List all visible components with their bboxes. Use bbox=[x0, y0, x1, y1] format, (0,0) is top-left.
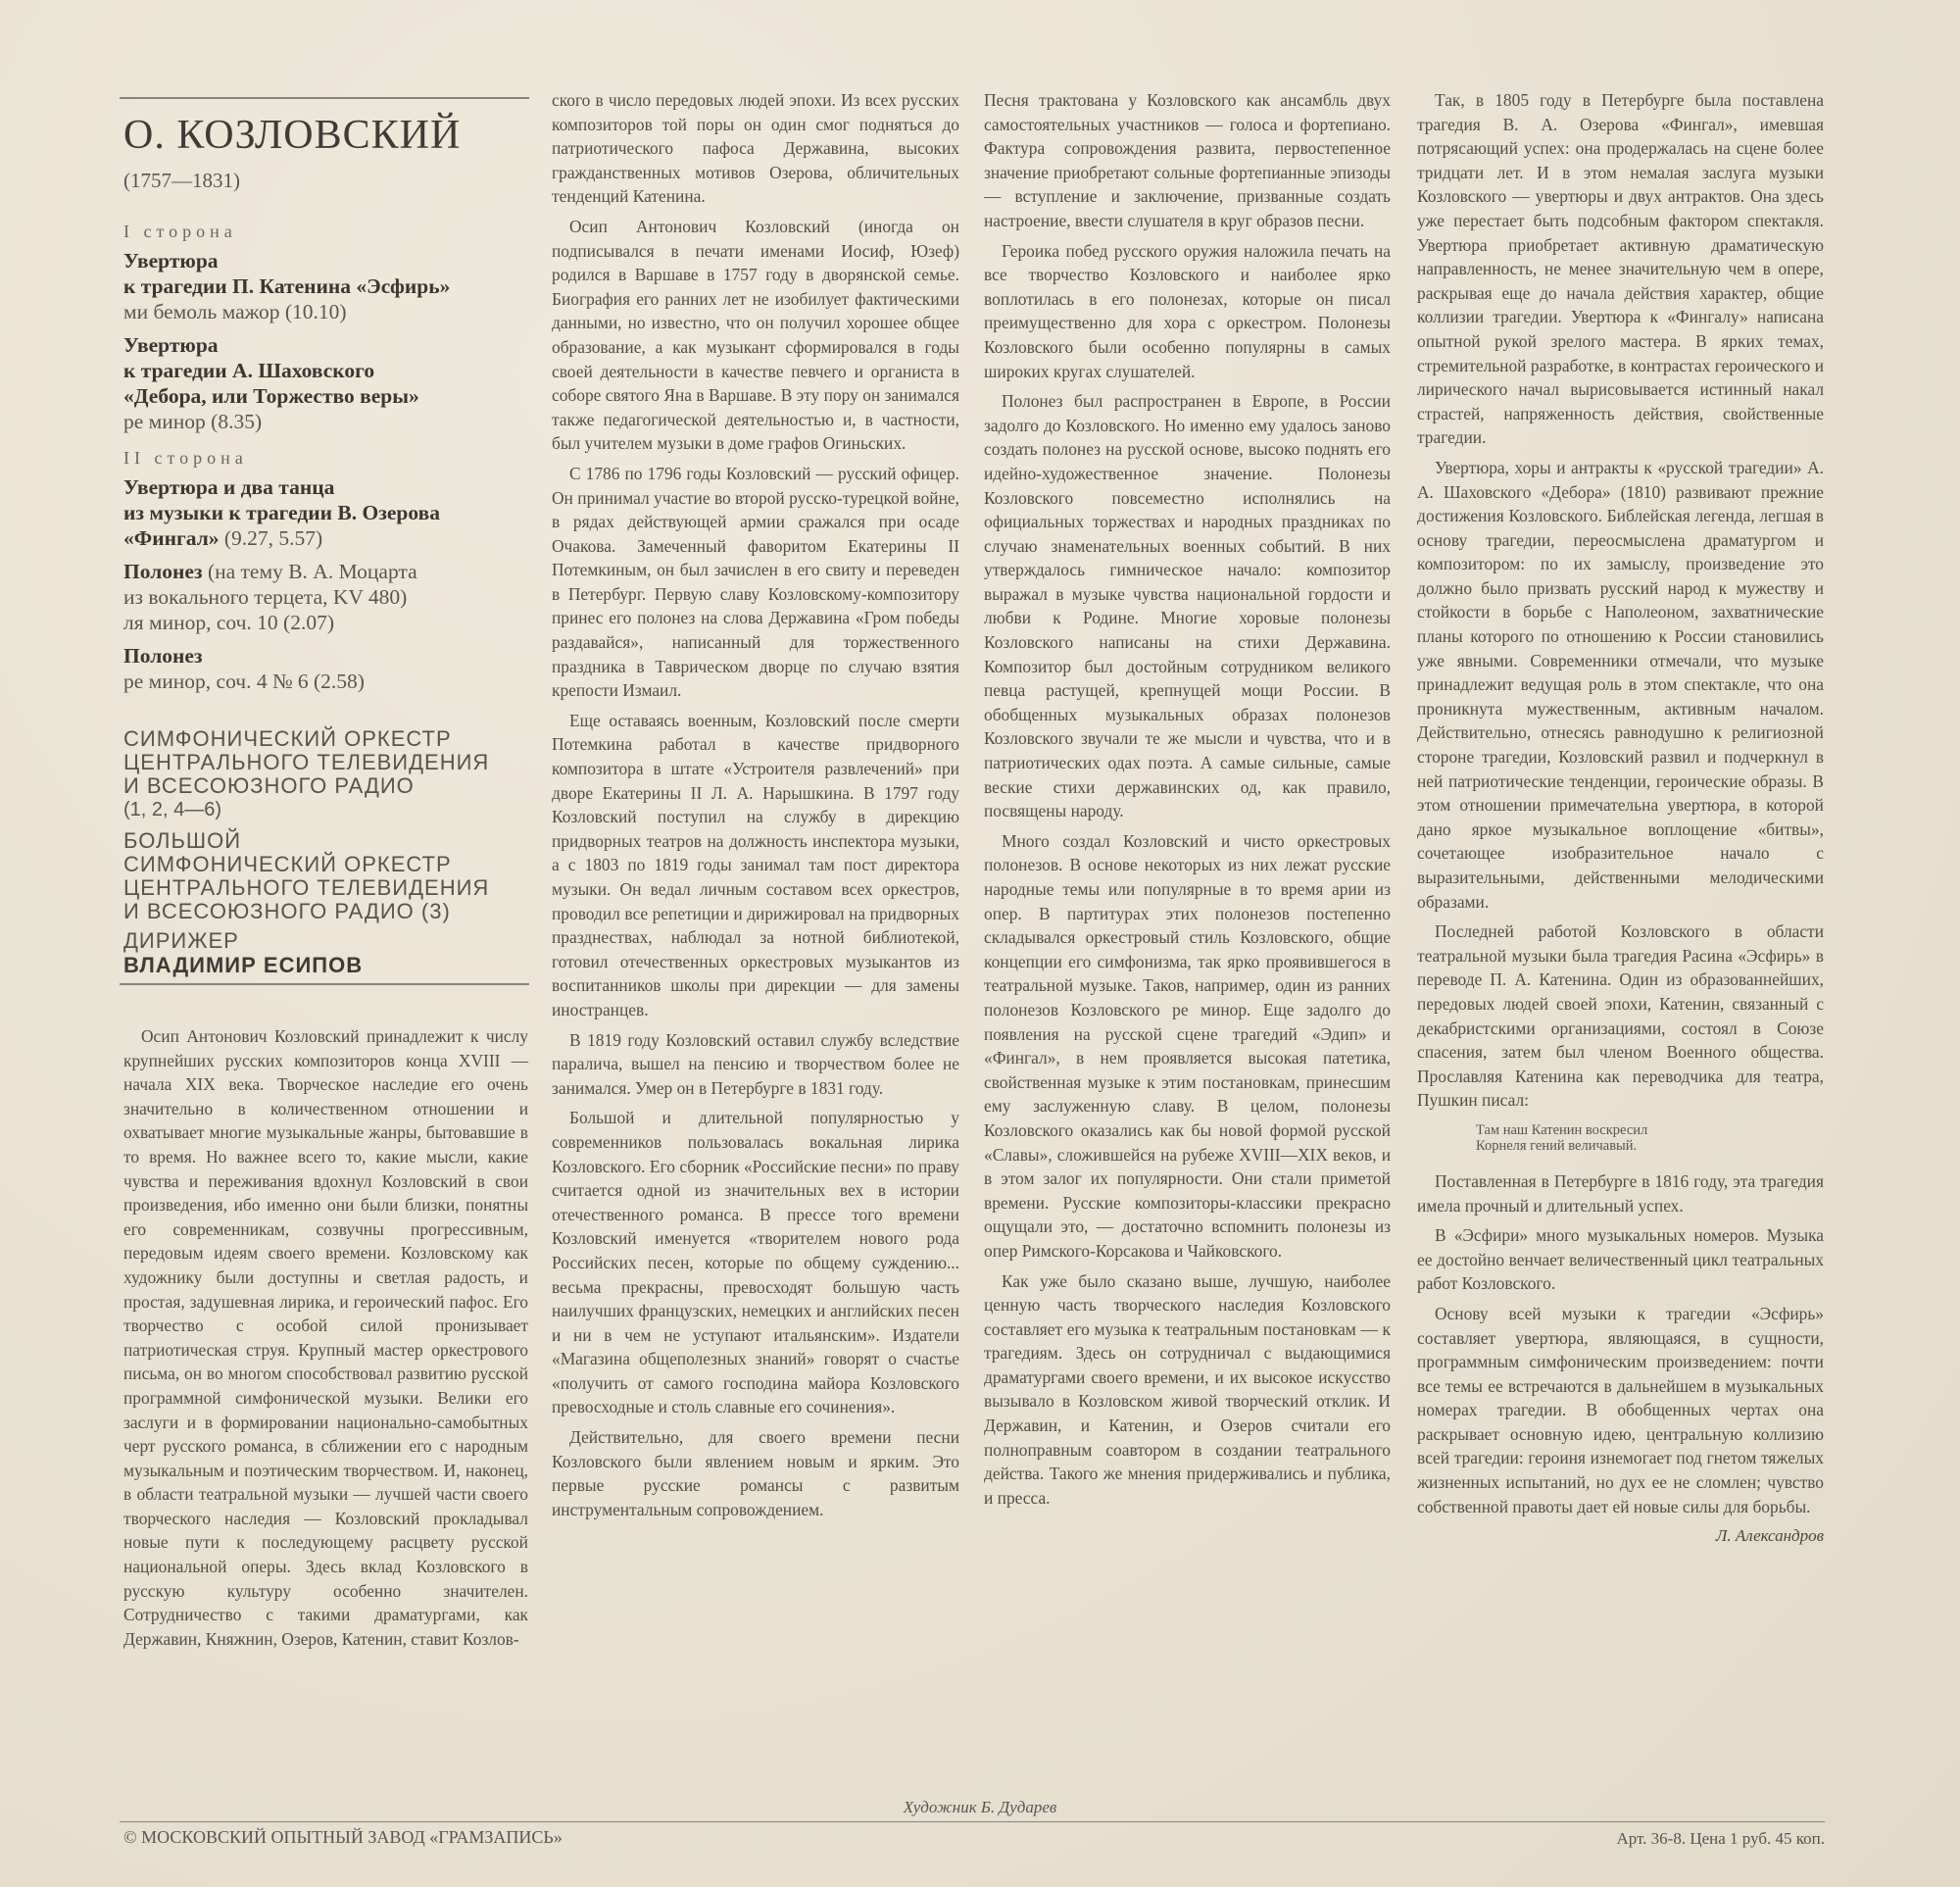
composer-title: О. КОЗЛОВСКИЙ bbox=[123, 113, 462, 158]
track-details: ми бемоль мажор (10.10) bbox=[123, 300, 347, 323]
track-details: (9.27, 5.57) bbox=[219, 526, 323, 550]
track-5 bbox=[123, 643, 535, 694]
footer-rule bbox=[120, 1821, 1825, 1822]
track-title: Увертюра к трагедии А. Шаховского «Дебора, или Торжество веры» bbox=[123, 333, 419, 408]
pushkin-quote: Там наш Катенин воскресил Корнеля гений величавый. bbox=[1476, 1121, 1648, 1154]
paragraph: В 1819 году Козловский оставил службу вследствие паралича, вышел на пенсию и творчеством более не занимался. Умер он в Петербурге в 1831 году. bbox=[552, 1029, 959, 1098]
track-3 bbox=[123, 474, 535, 551]
track-details: ре минор (8.35) bbox=[123, 410, 263, 433]
paragraph: Осип Антонович Козловский принадлежит к числу крупнейших русских композиторов конца XVIII — начала XIX века. Творческое наследие его очень значительно в количественном отношении и охватывает многие музыкальные жанры, бытовавшие в то время. Но важнее всего то, какие мысли, какие чувства и переживания вдохнул Козловский в свои произведения, ибо именно они были близки, понятны его современникам, созвучны прогрессивным, передовым идеям своего времени. Козловскому как художнику были доступны и светлая радость, и простая, задушевная лирика, и героический пафос. Его творчество с особой силой пронизывает патриотическая струя. Крупный мастер оркестрового письма, он во многом способствовал развитию русской программной симфонической музыки. Велики его заслуги и в формировании национально-самобытных черт русского романса, в сближении его с народным музыкальным и поэтическим творчеством. И, наконец, в области театральной музыки — лучшей части своего творческого наследия — Козловский прокладывал новые пути к последующему расцвету русской национальной оперы. Здесь вклад Козловского в русскую культуру особенно значителен. Сотрудничество с такими драматургами, как Державин, Княжнин, Озеров, Катенин, ставит Козлов- bbox=[123, 1026, 528, 1649]
paragraph: Песня трактована у Козловского как ансамбль двух самостоятельных участников — голоса и фортепиано. Фактура сопровождения развита, первостепенное значение приобретают сольные фортепианные эпизоды — вступление и заключение, призванные создать настроение, ввести слушателя в круг образов песни. bbox=[984, 90, 1391, 230]
track-title: Полонез bbox=[123, 560, 203, 583]
paragraph: Героика побед русского оружия наложила печать на все творчество Козловского и наиболее ярко воплотилась в его полонезах, которые он писал преимущественно для хора с оркестром. Полонезы Козловского были особенно популярны в самых широких кругах слушателей. bbox=[984, 240, 1391, 381]
paragraph: Увертюра, хоры и антракты к «русской трагедии» А. А. Шаховского «Дебора» (1810) развивают прежние достижения Козловского. Библейская легенда, легшая в основу трагедии, переосмыслена драматургом и композитором: по их замыслу, произведение это должно было призвать русский народ к мужеству и стойкости в борьбе с Наполеоном, захватнические планы которого по отношению к России становились уже явными. Современники отмечали, что музыке принадлежит ведущая роль в этом спектакле, что она проникнута мужественным, активным началом. Действительно, отнесясь равнодушно к религиозной стороне трагедии, Козловский развил и подчеркнул в ней патриотические тенденции, героические образы. В этом отношении примечательна увертюра, в которой дано яркое музыкальное воплощение «битвы», сочетающее изобразительное начало с выразительными, действенными мелодическими образами. bbox=[1417, 457, 1824, 912]
paragraph: Осип Антонович Козловский (иногда он подписывался в печати именами Иосиф, Юзеф) родился в Варшаве в 1757 году в дворянской семье. Биография его ранних лет не изобилует фактическими данными, но известно, что он получил хорошее общее образование, а как музыкант сформировался в годы своей деятельности в качестве певчего и органиста в соборе святого Яна в Варшаве. В эту пору он занимался также педагогической деятельностью и, в частности, был учителем музыки в доме графов Огиньских. bbox=[552, 216, 959, 454]
paragraph: Как уже было сказано выше, лучшую, наиболее ценную часть творческого наследия Козловского составляет его музыка к театральным постановкам — к трагедиям. Здесь он сотрудничал с выдающимися драматургами своего времени, и их высокое искусство вызывало в Козловском живой творческий отклик. И Державин, и Катенин, и Озеров считали его полноправным соавтором в создании театрального действа. Такого же мнения придерживались и публика, и пресса. bbox=[984, 1270, 1391, 1508]
catalog-price: Арт. 36-8. Цена 1 руб. 45 коп. bbox=[1616, 1829, 1825, 1848]
paragraph: Так, в 1805 году в Петербурге была поставлена трагедия В. А. Озерова «Фингал», имевшая потрясающий успех: она продержалась на сцене более тридцати лет. И в этом немалая заслуга музыки Козловского — увертюры и двух антрактов. Она здесь уже перестает быть подсобным фактором спектакля. Увертюра приобретает активную драматическую направленность, не менее значительную чем в опере, раскрывая еще до начала действия характер, общие коллизии трагедии. Увертюра к «Фингалу» написана опытной рукой зрелого мастера. В ярких темах, стремительной разработке, в контрастах героического и лирического начал вырисовывается истинный накал страстей, напряженность действия, свойственные трагедии. bbox=[1417, 90, 1824, 448]
tracklist bbox=[123, 208, 535, 978]
track-details: ре минор, соч. 4 № 6 (2.58) bbox=[123, 670, 365, 693]
top-rule bbox=[120, 97, 529, 99]
orchestra-1-tracks: (1, 2, 4—6) bbox=[123, 799, 222, 820]
paragraph: В «Эсфири» много музыкальных номеров. Музыка ее достойно венчает величественный цикл театральных работ Козловского. bbox=[1417, 1225, 1824, 1294]
track-4 bbox=[123, 559, 535, 635]
paragraph: Действительно, для своего времени песни Козловского были явлением новым и ярким. Это первые русские романсы с развитым инструментальным сопровождением. bbox=[552, 1427, 959, 1519]
paragraph: Еще оставаясь военным, Козловский после смерти Потемкина работал в качестве придворного композитора в штате «Устроителя развлечений» при дворе Екатерины II Л. А. Нарышкина. В 1797 году Козловский поступил на службу в дирекцию придворных театров на должность инспектора музыки, а с 1803 по 1819 годы занимал там пост директора музыки. Он ведал личным составом всех оркестров, проводил все репетиции и дирижировал на придворных празднествах, наблюдал за нотной библиотекой, готовил отечественных оркестровых музыкантов из воспитанников школы при дирекции — для замены иностранцев. bbox=[552, 710, 959, 1019]
track-title: Полонез bbox=[123, 644, 203, 668]
column-2 bbox=[552, 88, 959, 1527]
paragraph: Полонез был распространен в Европе, в России задолго до Козловского. Но именно ему удалось заново создать полонез на русской основе, высоко поднять его идейно-художественное значение. Полонезы Козловского повсеместно исполнялись на официальных торжествах и народных праздниках по случаю знаменательных военных событий. В них утверждалось гимническое начало: композитор выражал в музыке чувства национальной гордости и любви к Родине. Многие хоровые полонезы Козловского написаны на стихи Державина. Композитор был достойным сотрудником великого певца растущей, крепнущей мощи России. В обобщенных музыкальных образах полонезов Козловского звучали те же мысли и чувства, что и в патриотических одах поэта. А самые сильные, самые веские стихи державинских од, как правило, посвящены народу. bbox=[984, 391, 1391, 821]
artist-credit: Художник Б. Дударев bbox=[903, 1798, 1057, 1816]
ensemble-rule bbox=[120, 983, 529, 985]
track-1 bbox=[123, 248, 535, 324]
column-4 bbox=[1417, 88, 1824, 1546]
composer-dates: (1757—1831) bbox=[123, 169, 240, 192]
orchestra-1: СИМФОНИЧЕСКИЙ ОРКЕСТР ЦЕНТРАЛЬНОГО ТЕЛЕВИДЕНИЯ И ВСЕСОЮЗНОГО РАДИО bbox=[123, 726, 490, 798]
track-title: Увертюра и два танца из музыки к трагедии В. Озерова «Фингал» bbox=[123, 475, 440, 550]
paragraph: Поставленная в Петербурге в 1816 году, эта трагедия имела прочный и длительный успех. bbox=[1417, 1170, 1824, 1216]
side-2-label: II сторона bbox=[123, 448, 248, 468]
side-1-label: I сторона bbox=[123, 222, 237, 241]
column-3 bbox=[984, 88, 1391, 1515]
paragraph: С 1786 по 1796 годы Козловский — русский офицер. Он принимал участие во второй русско-турецкой войне, в рядах действующей армии сражался при осаде Очакова. Замеченный фаворитом Екатерины II Потемкиным, он был зачислен в его свиту и переведен в Петербург. Первую славу Козловскому-композитору принес его полонез на слова Державина «Гром победы раздавайся», написанный для торжественного праздника в Таврическом дворце по случаю взятия крепости Измаил. bbox=[552, 463, 959, 701]
track-details: (на тему В. А. Моцарта из вокального терцета, KV 480) ля минор, соч. 10 (2.07) bbox=[123, 560, 417, 634]
track-2 bbox=[123, 332, 535, 434]
conductor-name: ВЛАДИМИР ЕСИПОВ bbox=[123, 953, 364, 977]
conductor-label: ДИРИЖЕР bbox=[123, 928, 239, 953]
paragraph: Последней работой Козловского в области театральной музыки была трагедия Расина «Эсфирь» в переводе П. А. Катенина. Один из образованнейших, передовых людей своей эпохи, Катенин, связанный с декабристскими организациями, состоял в Союзе спасения, затем был членом Военного общества. Прославляя Катенина как переводчика для театра, Пушкин писал: bbox=[1417, 921, 1824, 1111]
paragraph: ского в число передовых людей эпохи. Из всех русских композиторов той поры он один смог подняться до патриотического пафоса Державина, высоких гражданственных мотивов Озерова, обличительных тенденций Катенина. bbox=[552, 90, 959, 207]
author-signature: Л. Александров bbox=[1715, 1526, 1824, 1546]
column-1 bbox=[123, 1024, 528, 1657]
orchestra-2: БОЛЬШОЙ СИМФОНИЧЕСКИЙ ОРКЕСТР ЦЕНТРАЛЬНОГО ТЕЛЕВИДЕНИЯ И ВСЕСОЮЗНОГО РАДИО (3) bbox=[123, 828, 490, 923]
paragraph: Большой и длительной популярностью у современников пользовалась вокальная лирика Козловского. Его сборник «Российские песни» по праву считается одной из значительных вех в истории отечественного романса. В прессе того времени Козловский именуется «творителем нового рода Российских песен, которые по общему суждению... весьма прекрасны, превосходят большую часть наилучших французских, немецких и английских песен и ни в чем не уступают итальянским». Издатели «Магазина общеполезных знаний» говорят о счастье «получить от самого господина майора Козловского превосходные и столь славные его сочинения». bbox=[552, 1108, 959, 1417]
paragraph: Основу всей музыки к трагедии «Эсфирь» составляет увертюра, являющаяся, в сущности, программным симфоническим произведением: почти все темы ее встречаются в дальнейшем в музыкальных номерах трагедии. В обобщенных чертах она раскрывает основную идею, центральную коллизию всей трагедии: героиня изнемогает под гнетом тяжелых жизненных испытаний, но дух ее не сломлен; чувство собственной правоты дает ей новые силы для борьбы. bbox=[1417, 1303, 1824, 1516]
publisher-label: © МОСКОВСКИЙ ОПЫТНЫЙ ЗАВОД «ГРАМЗАПИСЬ» bbox=[123, 1827, 563, 1847]
paragraph: Много создал Козловский и чисто оркестровых полонезов. В основе некоторых из них лежат русские народные темы или популярные в то время арии из опер. В партитурах этих полонезов постепенно складывался оркестровый стиль Козловского, общие концепции его симфонизма, так ярко проявившегося в театральной музыке. Таков, например, один из ранних полонезов Козловского ре минор. Еще задолго до появления на русской сцене трагедий «Эдип» и «Фингал», в нем проявляется высокая патетика, свойственная музыке к этим постановкам, принесшим ему заслуженную славу. В целом, полонезы Козловского оказались как бы новой формой русской «Славы», сложившейся на рубеже XVIII—XIX веков, и в этом залог их популярности. Они стали приметой времени. Русские композиторы-классики прекрасно ощущали это, — достаточно вспомнить полонезы из опер Римского-Корсакова и Чайковского. bbox=[984, 830, 1391, 1261]
track-title: Увертюра к трагедии П. Катенина «Эсфирь» bbox=[123, 249, 451, 298]
